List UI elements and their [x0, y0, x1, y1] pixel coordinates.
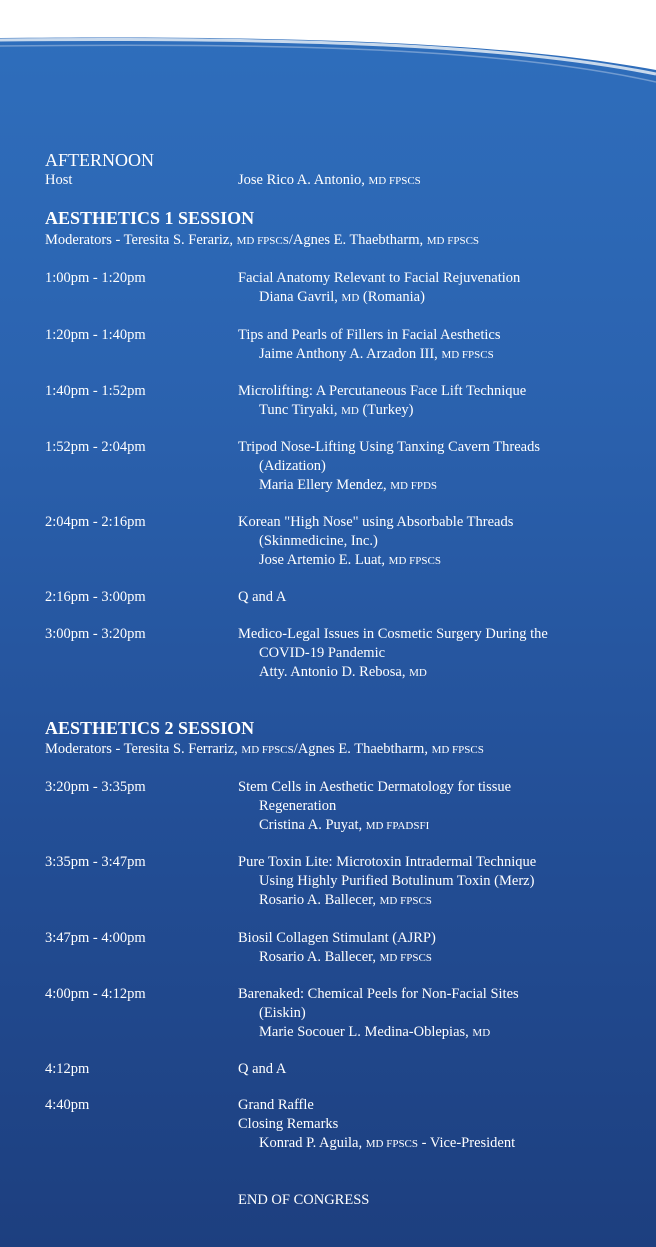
session1-row6-time: 2:16pm - 3:00pm	[45, 589, 146, 605]
session1-row2-speaker: Jaime Anthony A. Arzadon III, MD FPSCS	[259, 346, 494, 362]
session1-row4-title-cont: (Adization)	[259, 458, 326, 474]
session2-row1-title-cont: Regeneration	[259, 798, 337, 814]
session2-row4-speaker: Marie Socouer L. Medina-Oblepias, MD	[259, 1024, 491, 1040]
session1-row7-title-cont: COVID-19 Pandemic	[259, 645, 386, 661]
session2-row1-speaker: Cristina A. Puyat, MD FPADSFI	[259, 817, 430, 833]
session2-row2-speaker: Rosario A. Ballecer, MD FPSCS	[259, 892, 432, 908]
session2-row3-speaker: Rosario A. Ballecer, MD FPSCS	[259, 949, 432, 965]
session1-row1-title: Facial Anatomy Relevant to Facial Rejuvenation	[238, 270, 521, 286]
session1-row3-title: Microlifting: A Percutaneous Face Lift Technique	[238, 383, 527, 399]
session1-row3-time: 1:40pm - 1:52pm	[45, 383, 146, 399]
host-label: Host	[45, 172, 73, 188]
host-name: Jose Rico A. Antonio, MD FPSCS	[238, 172, 421, 188]
session2-row3-time: 3:47pm - 4:00pm	[45, 930, 146, 946]
session2-row5-title: Q and A	[238, 1061, 287, 1077]
session2-row3-title: Biosil Collagen Stimulant (AJRP)	[238, 930, 436, 946]
session1-row7-title: Medico-Legal Issues in Cosmetic Surgery During the	[238, 626, 548, 642]
session2-moderators: Moderators - Teresita S. Ferrariz, MD FPSCS/Agnes E. Thaebtharm, MD FPSCS	[45, 741, 484, 757]
session1-row2-title: Tips and Pearls of Fillers in Facial Aesthetics	[238, 327, 501, 343]
session2-row4-time: 4:00pm - 4:12pm	[45, 986, 146, 1002]
session1-row5-speaker: Jose Artemio E. Luat, MD FPSCS	[259, 552, 441, 568]
session1-row4-speaker: Maria Ellery Mendez, MD FPDS	[259, 477, 438, 493]
afternoon-heading: AFTERNOON	[45, 150, 155, 170]
session1-row6-title: Q and A	[238, 589, 287, 605]
session2-row2-time: 3:35pm - 3:47pm	[45, 854, 146, 870]
top-swoosh-decoration	[0, 0, 656, 90]
session2-row4-title: Barenaked: Chemical Peels for Non-Facial Sites	[238, 986, 519, 1002]
end-of-congress-label: END OF CONGRESS	[238, 1192, 370, 1208]
session1-heading: AESTHETICS 1 SESSION	[45, 208, 255, 228]
session2-row4-title-cont: (Eiskin)	[259, 1005, 306, 1021]
session1-row5-title-cont: (Skinmedicine, Inc.)	[259, 533, 378, 549]
session2-row2-title: Pure Toxin Lite: Microtoxin Intradermal Technique	[238, 854, 537, 870]
session2-row2-title-cont: Using Highly Purified Botulinum Toxin (Merz)	[259, 873, 535, 889]
session2-heading: AESTHETICS 2 SESSION	[45, 718, 255, 738]
session1-row1-time: 1:00pm - 1:20pm	[45, 270, 146, 286]
session2-row6-speaker: Konrad P. Aguila, MD FPSCS - Vice-President	[259, 1135, 516, 1151]
session2-row5-time: 4:12pm	[45, 1061, 90, 1077]
session2-row6-time: 4:40pm	[45, 1097, 90, 1113]
session1-row7-time: 3:00pm - 3:20pm	[45, 626, 146, 642]
session1-row1-speaker: Diana Gavril, MD (Romania)	[259, 289, 425, 305]
session1-row4-title: Tripod Nose-Lifting Using Tanxing Cavern Threads	[238, 439, 540, 455]
session2-row1-title: Stem Cells in Aesthetic Dermatology for tissue	[238, 779, 512, 795]
session2-row6-title-cont: Closing Remarks	[238, 1116, 339, 1132]
session1-row5-time: 2:04pm - 2:16pm	[45, 514, 146, 530]
session1-row3-speaker: Tunc Tiryaki, MD (Turkey)	[259, 402, 414, 418]
session1-row4-time: 1:52pm - 2:04pm	[45, 439, 146, 455]
session1-row2-time: 1:20pm - 1:40pm	[45, 327, 146, 343]
session1-row7-speaker: Atty. Antonio D. Rebosa, MD	[259, 664, 427, 680]
session2-row6-title: Grand Raffle	[238, 1097, 314, 1113]
session1-moderators: Moderators - Teresita S. Ferariz, MD FPSCS/Agnes E. Thaebtharm, MD FPSCS	[45, 232, 480, 248]
session2-row1-time: 3:20pm - 3:35pm	[45, 779, 146, 795]
session1-row5-title: Korean "High Nose" using Absorbable Threads	[238, 514, 514, 530]
